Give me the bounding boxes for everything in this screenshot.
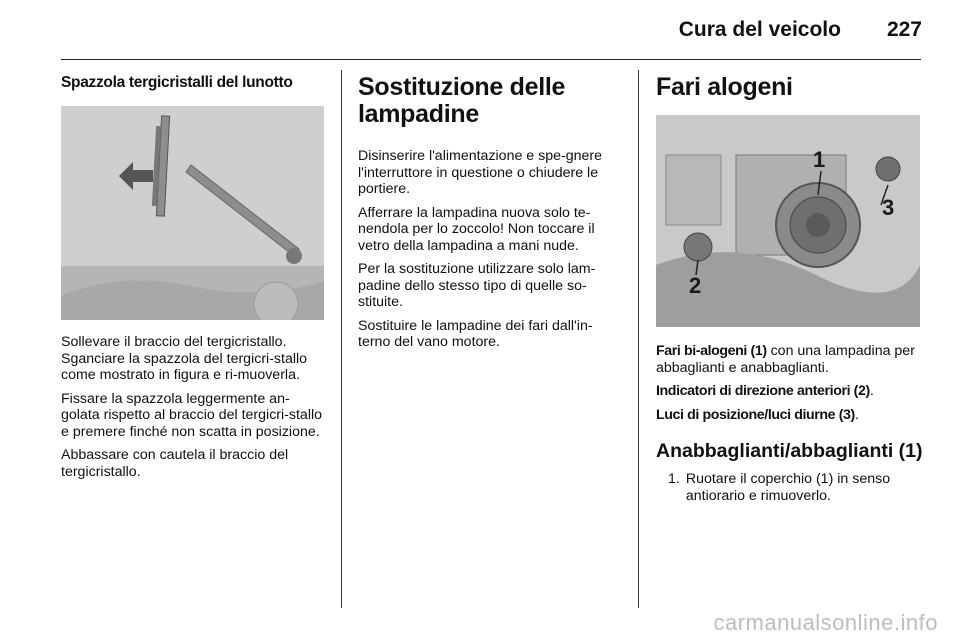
halogen-heading: Fari alogeni xyxy=(656,73,793,101)
callout-1: 1 xyxy=(813,147,826,172)
header-rule xyxy=(61,59,921,60)
column-divider-1 xyxy=(341,70,342,608)
bulbs-paragraph-2: Afferrare la lampadina nuova solo te-nendola per lo zoccolo! Non toccare il vetro della lampadina a mani nude. xyxy=(358,204,595,254)
section-title: Cura del veicolo xyxy=(678,18,841,41)
halogen-item-3-label: Luci di posizione/luci diurne (3) xyxy=(656,406,855,423)
wiper-illustration xyxy=(61,106,324,320)
step-item xyxy=(656,471,924,504)
bulbs-paragraph-1: Disinserire l'alimentazione e spe-gnere l'interruttore in questione o chiudere le portiere. xyxy=(358,148,603,197)
beam-steps xyxy=(656,471,924,504)
bulbs-paragraph-3: Per la sostituzione utilizzare solo lam-padine dello stesso tipo di quelle so-stituite. xyxy=(358,261,596,310)
halogen-item-2-label: Indicatori di direzione anteriori (2) xyxy=(656,383,870,399)
halogen-item-3 xyxy=(656,407,924,424)
halogen-item-2 xyxy=(656,383,924,400)
page-header xyxy=(679,18,922,42)
bulbs-heading: Sostituzione delle lampadine xyxy=(358,73,566,128)
headlamp-illustration xyxy=(656,115,920,327)
callout-2: 2 xyxy=(689,273,702,298)
halogen-item-1-label: Fari bi-alogeni (1) xyxy=(656,343,767,359)
wiper-paragraph-2: Fissare la spazzola leggermente an-golata rispetto al braccio del tergicri-stallo e premere finché non scatta in posizione. xyxy=(61,390,323,440)
bulbs-paragraph-4: Sostituire le lampadine dei fari dall'in-terno del vano motore. xyxy=(358,317,593,350)
halogen-item-1-text: con una lampadina per abbaglianti e anabbaglianti. xyxy=(656,343,915,376)
halogen-item-3-text: . xyxy=(854,406,859,423)
column-bulbs xyxy=(358,74,622,358)
beam-subheading: Anabbaglianti/abbaglianti (1) xyxy=(656,440,923,462)
column-halogen xyxy=(656,74,924,504)
column-divider-2 xyxy=(638,70,639,608)
callout-3: 3 xyxy=(882,195,895,220)
wiper-paragraph-1: Sollevare il braccio del tergicristallo. Sganciare la spazzola del tergicri-stallo come mostrato in figura e ri-muoverla. xyxy=(61,334,308,383)
halogen-item-1 xyxy=(656,343,924,376)
wiper-paragraph-3: Abbassare con cautela il braccio del tergicristallo. xyxy=(61,447,289,480)
step-number: 1. xyxy=(668,471,680,487)
watermark: carmanualsonline.info xyxy=(713,610,938,635)
halogen-item-2-text: . xyxy=(869,383,874,399)
column-wiper xyxy=(61,74,324,487)
wiper-heading: Spazzola tergicristalli del lunotto xyxy=(61,74,293,91)
page-number: 227 xyxy=(886,18,922,41)
step-text: Ruotare il coperchio (1) in senso antiorario e rimuoverlo. xyxy=(685,471,891,504)
